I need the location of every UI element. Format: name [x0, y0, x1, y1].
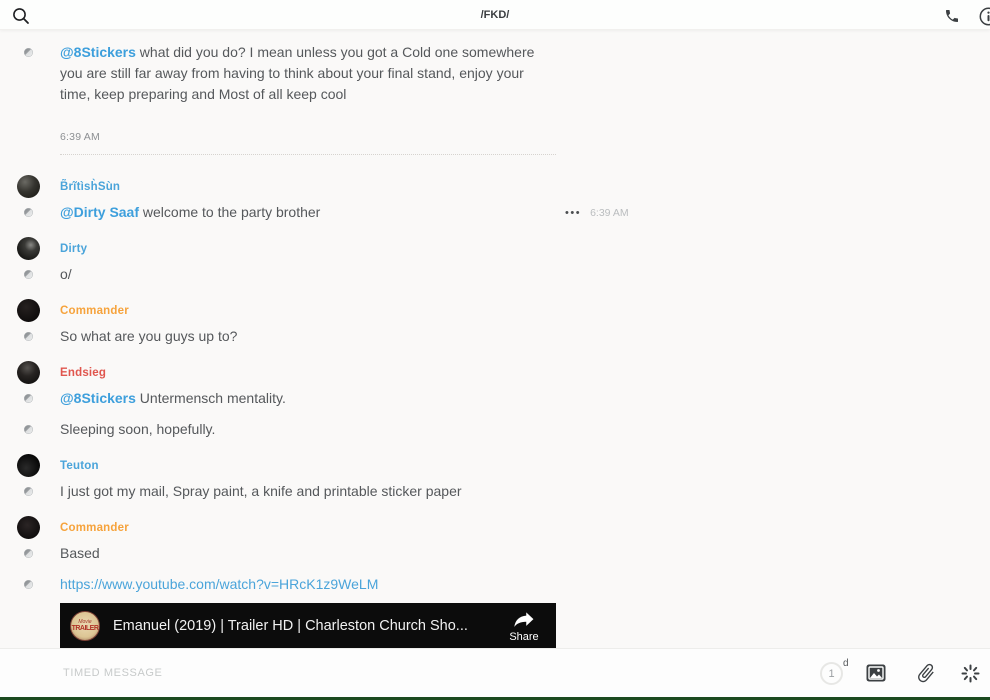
- message-group: [0, 175, 990, 223]
- message-list: [0, 30, 990, 700]
- top-bar: [0, 0, 990, 30]
- message-group: [0, 237, 990, 285]
- username[interactable]: Commander: [60, 522, 129, 534]
- message-text: what did you do? I mean unless you got a Cold one somewhere you are still far away from having to think about your final stand, enjoy your time, keep preparing and Most of all keep cool: [60, 44, 535, 102]
- username[interactable]: Endsieg: [60, 367, 107, 379]
- message-group: [0, 42, 990, 105]
- avatar[interactable]: [17, 361, 40, 384]
- avatar[interactable]: [17, 516, 40, 539]
- message-text: I just got my mail, Spray paint, a knife and printable sticker paper: [60, 483, 462, 499]
- mention-link[interactable]: @8Stickers: [60, 44, 136, 60]
- message: [60, 42, 557, 105]
- avatar[interactable]: [17, 454, 40, 477]
- loading-spinner-icon[interactable]: [961, 664, 980, 688]
- message-text: Untermensch mentality.: [135, 390, 286, 406]
- timer-duration-button[interactable]: [820, 658, 852, 687]
- avatar[interactable]: [17, 237, 40, 260]
- message: [60, 202, 629, 223]
- youtube-link[interactable]: https://www.youtube.com/watch?v=HRcK1z9WeLM: [60, 576, 379, 592]
- message: [60, 264, 557, 285]
- message-group-header: [60, 237, 990, 260]
- attach-button[interactable]: [915, 662, 937, 689]
- message: [60, 481, 557, 502]
- share-button[interactable]: [502, 611, 546, 642]
- message-text: So what are you guys up to?: [60, 328, 238, 344]
- message: [60, 326, 557, 347]
- message-text: o/: [60, 266, 72, 282]
- channel-logo-text: Movie: [78, 618, 92, 625]
- message-group-header: [60, 175, 990, 198]
- room-title: /FKD/: [480, 9, 510, 21]
- message-text: Based: [60, 545, 100, 561]
- message-group-header: [60, 516, 990, 539]
- mention-link[interactable]: @8Stickers: [60, 390, 136, 406]
- timed-message-indicator-icon: [24, 425, 33, 434]
- channel-avatar[interactable]: [70, 611, 100, 641]
- paperclip-icon: [911, 658, 942, 689]
- timed-message-indicator-icon: [24, 487, 33, 496]
- message: [60, 388, 557, 409]
- message-meta: [565, 203, 629, 224]
- time-separator-line: [60, 154, 556, 155]
- message-text: Sleeping soon, hopefully.: [60, 421, 216, 437]
- time-separator-label: 6:39 AM: [60, 131, 100, 143]
- info-icon[interactable]: [979, 7, 990, 31]
- timed-message-indicator-icon: [24, 208, 33, 217]
- message: [60, 543, 557, 564]
- timer-unit-label: d: [843, 658, 849, 669]
- phone-icon[interactable]: [944, 8, 960, 29]
- share-icon: [513, 611, 535, 629]
- timed-message-indicator-icon: [24, 270, 33, 279]
- message-group-header: [60, 299, 990, 322]
- avatar[interactable]: [17, 299, 40, 322]
- username[interactable]: Commander: [60, 305, 129, 317]
- username[interactable]: Dirty: [60, 243, 88, 255]
- timed-message-indicator-icon: [24, 332, 33, 341]
- message: [60, 419, 557, 440]
- mention-link[interactable]: @Dirty Saaf: [60, 204, 140, 220]
- timer-circle-icon: 1: [820, 662, 843, 685]
- username[interactable]: Teuton: [60, 460, 99, 472]
- message-input[interactable]: [63, 649, 683, 697]
- message-timestamp: 6:39 AM: [590, 207, 629, 219]
- timed-message-indicator-icon: [24, 48, 33, 57]
- message-group-header: [60, 361, 990, 384]
- message-text: welcome to the party brother: [139, 204, 321, 220]
- time-separator: [60, 131, 556, 155]
- avatar[interactable]: [17, 175, 40, 198]
- timed-message-indicator-icon: [24, 549, 33, 558]
- image-icon: [866, 664, 886, 682]
- message-actions-icon[interactable]: •••: [565, 207, 582, 219]
- message-group: [0, 454, 990, 502]
- timed-message-indicator-icon: [24, 394, 33, 403]
- channel-logo-text: TRAILER: [71, 624, 99, 632]
- image-button[interactable]: [866, 664, 886, 687]
- message-group: [0, 299, 990, 347]
- youtube-embed-header: [60, 603, 556, 649]
- video-title[interactable]: Emanuel (2019) | Trailer HD | Charleston Church Sho...: [113, 618, 468, 634]
- message-group: [0, 361, 990, 440]
- username[interactable]: B̃rĩtìsh̀Sùn: [60, 181, 121, 193]
- message: [60, 574, 557, 595]
- message-group-header: [60, 454, 990, 477]
- share-label: Share: [509, 630, 539, 643]
- composer-bar: [0, 648, 990, 697]
- timed-message-indicator-icon: [24, 580, 33, 589]
